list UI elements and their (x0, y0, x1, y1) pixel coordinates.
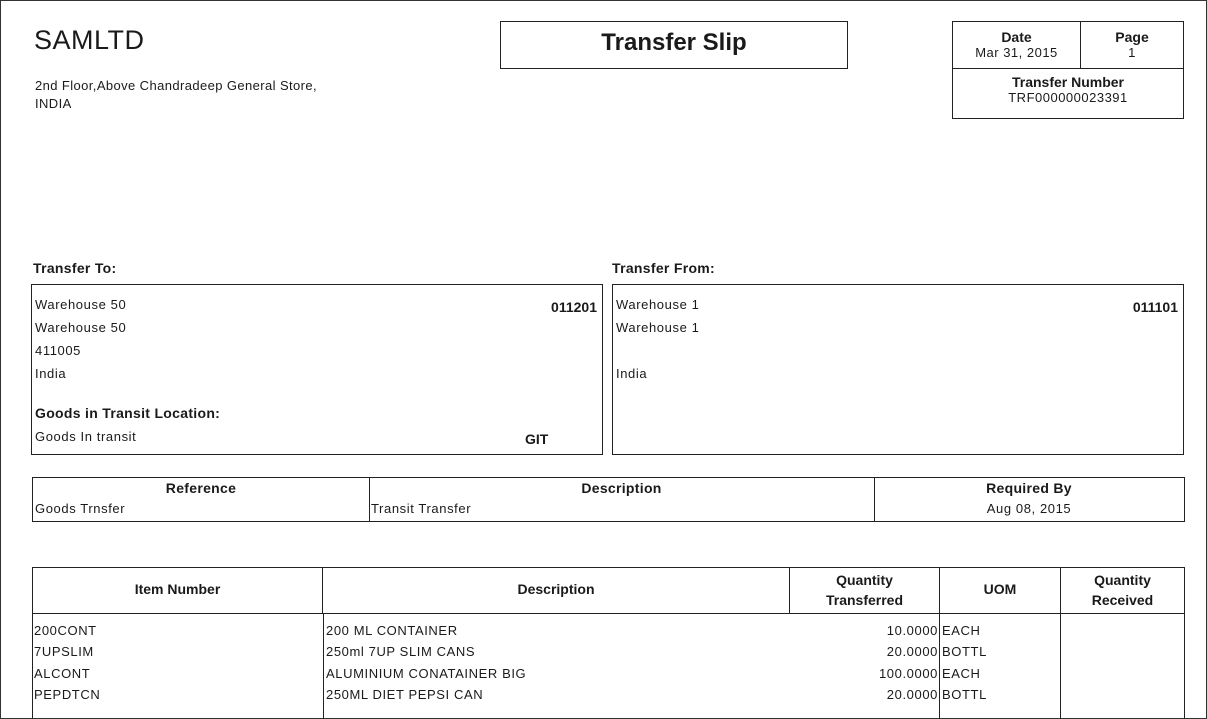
reference-value: Goods Trnsfer (35, 501, 126, 516)
row-uom: EACH (942, 623, 981, 638)
header-description: Description (323, 568, 790, 613)
git-location-label: Goods in Transit Location: (35, 405, 221, 421)
required-by-value: Aug 08, 2015 (986, 501, 1072, 516)
transfer-to-box (31, 284, 603, 455)
row-qty-transferred: 100.0000 (878, 666, 938, 681)
transfer-from-line-1: Warehouse 1 (616, 297, 700, 312)
row-qty-transferred: 20.0000 (886, 644, 938, 659)
row-item-number: 7UPSLIM (34, 644, 94, 659)
header-uom: UOM (940, 568, 1061, 613)
transfer-number-value: TRF000000023391 (1008, 90, 1128, 105)
table-row (33, 666, 1184, 687)
table-row (33, 623, 1184, 644)
row-item-number: PEPDTCN (34, 687, 101, 702)
header-item-number: Item Number (33, 568, 323, 613)
table-row (33, 644, 1184, 665)
transfer-from-line-2: Warehouse 1 (616, 320, 700, 335)
required-by-label: Required By (986, 480, 1072, 496)
transfer-from-code: 011101 (1132, 299, 1178, 315)
ref-description-label: Description (581, 480, 662, 496)
company-address (35, 77, 317, 113)
row-item-number: ALCONT (34, 666, 91, 681)
transfer-to-label: Transfer To: (33, 260, 117, 276)
items-table (32, 567, 1185, 719)
transfer-to-code: 011201 (551, 299, 597, 315)
items-header-row (33, 568, 1184, 614)
header-qty-received-line1: Quantity (1094, 572, 1151, 588)
date-label: Date (1001, 29, 1032, 45)
row-description: 250ml 7UP SLIM CANS (326, 644, 476, 659)
row-qty-transferred: 20.0000 (886, 687, 938, 702)
table-row (33, 687, 1184, 708)
header-qty-received-line2: Received (1091, 592, 1154, 608)
date-cell (952, 21, 1081, 69)
date-value: Mar 31, 2015 (975, 45, 1058, 60)
row-uom: BOTTL (942, 687, 987, 702)
ref-description-cell (369, 478, 875, 521)
transfer-number-label: Transfer Number (1011, 74, 1125, 90)
page-label: Page (1115, 29, 1149, 45)
header-qty-received (1061, 568, 1184, 613)
row-description: 200 ML CONTAINER (326, 623, 458, 638)
document-title: Transfer Slip (500, 21, 848, 69)
header-qty-transferred-line2: Transferred (825, 592, 904, 608)
transfer-to-line-1: Warehouse 50 (35, 297, 127, 312)
transfer-to-line-3: 411005 (35, 343, 82, 358)
ref-description-value: Transit Transfer (371, 501, 472, 516)
row-uom: EACH (942, 666, 981, 681)
row-item-number: 200CONT (34, 623, 97, 638)
address-line-1: 2nd Floor,Above Chandradeep General Store, (35, 78, 318, 93)
reference-cell (33, 478, 370, 521)
reference-label: Reference (165, 480, 237, 496)
transfer-to-line-2: Warehouse 50 (35, 320, 127, 335)
transfer-number-cell (952, 68, 1184, 119)
row-description: ALUMINIUM CONATAINER BIG (326, 666, 527, 681)
header-qty-transferred-line1: Quantity (836, 572, 893, 588)
required-by-cell (874, 478, 1184, 521)
page-cell (1080, 21, 1184, 69)
git-location-code: GIT (525, 431, 549, 447)
transfer-to-line-4: India (35, 366, 67, 381)
header-qty-transferred (790, 568, 940, 613)
transfer-from-box (612, 284, 1184, 455)
row-description: 250ML DIET PEPSI CAN (326, 687, 484, 702)
address-line-2: INDIA (35, 96, 72, 111)
company-name: SAMLTD (34, 25, 145, 55)
page-value: 1 (1128, 45, 1136, 60)
git-location-name: Goods In transit (35, 429, 137, 444)
row-uom: BOTTL (942, 644, 987, 659)
reference-table (32, 477, 1185, 522)
transfer-from-line-3: India (616, 366, 648, 381)
row-qty-transferred: 10.0000 (886, 623, 938, 638)
transfer-from-label: Transfer From: (612, 260, 715, 276)
